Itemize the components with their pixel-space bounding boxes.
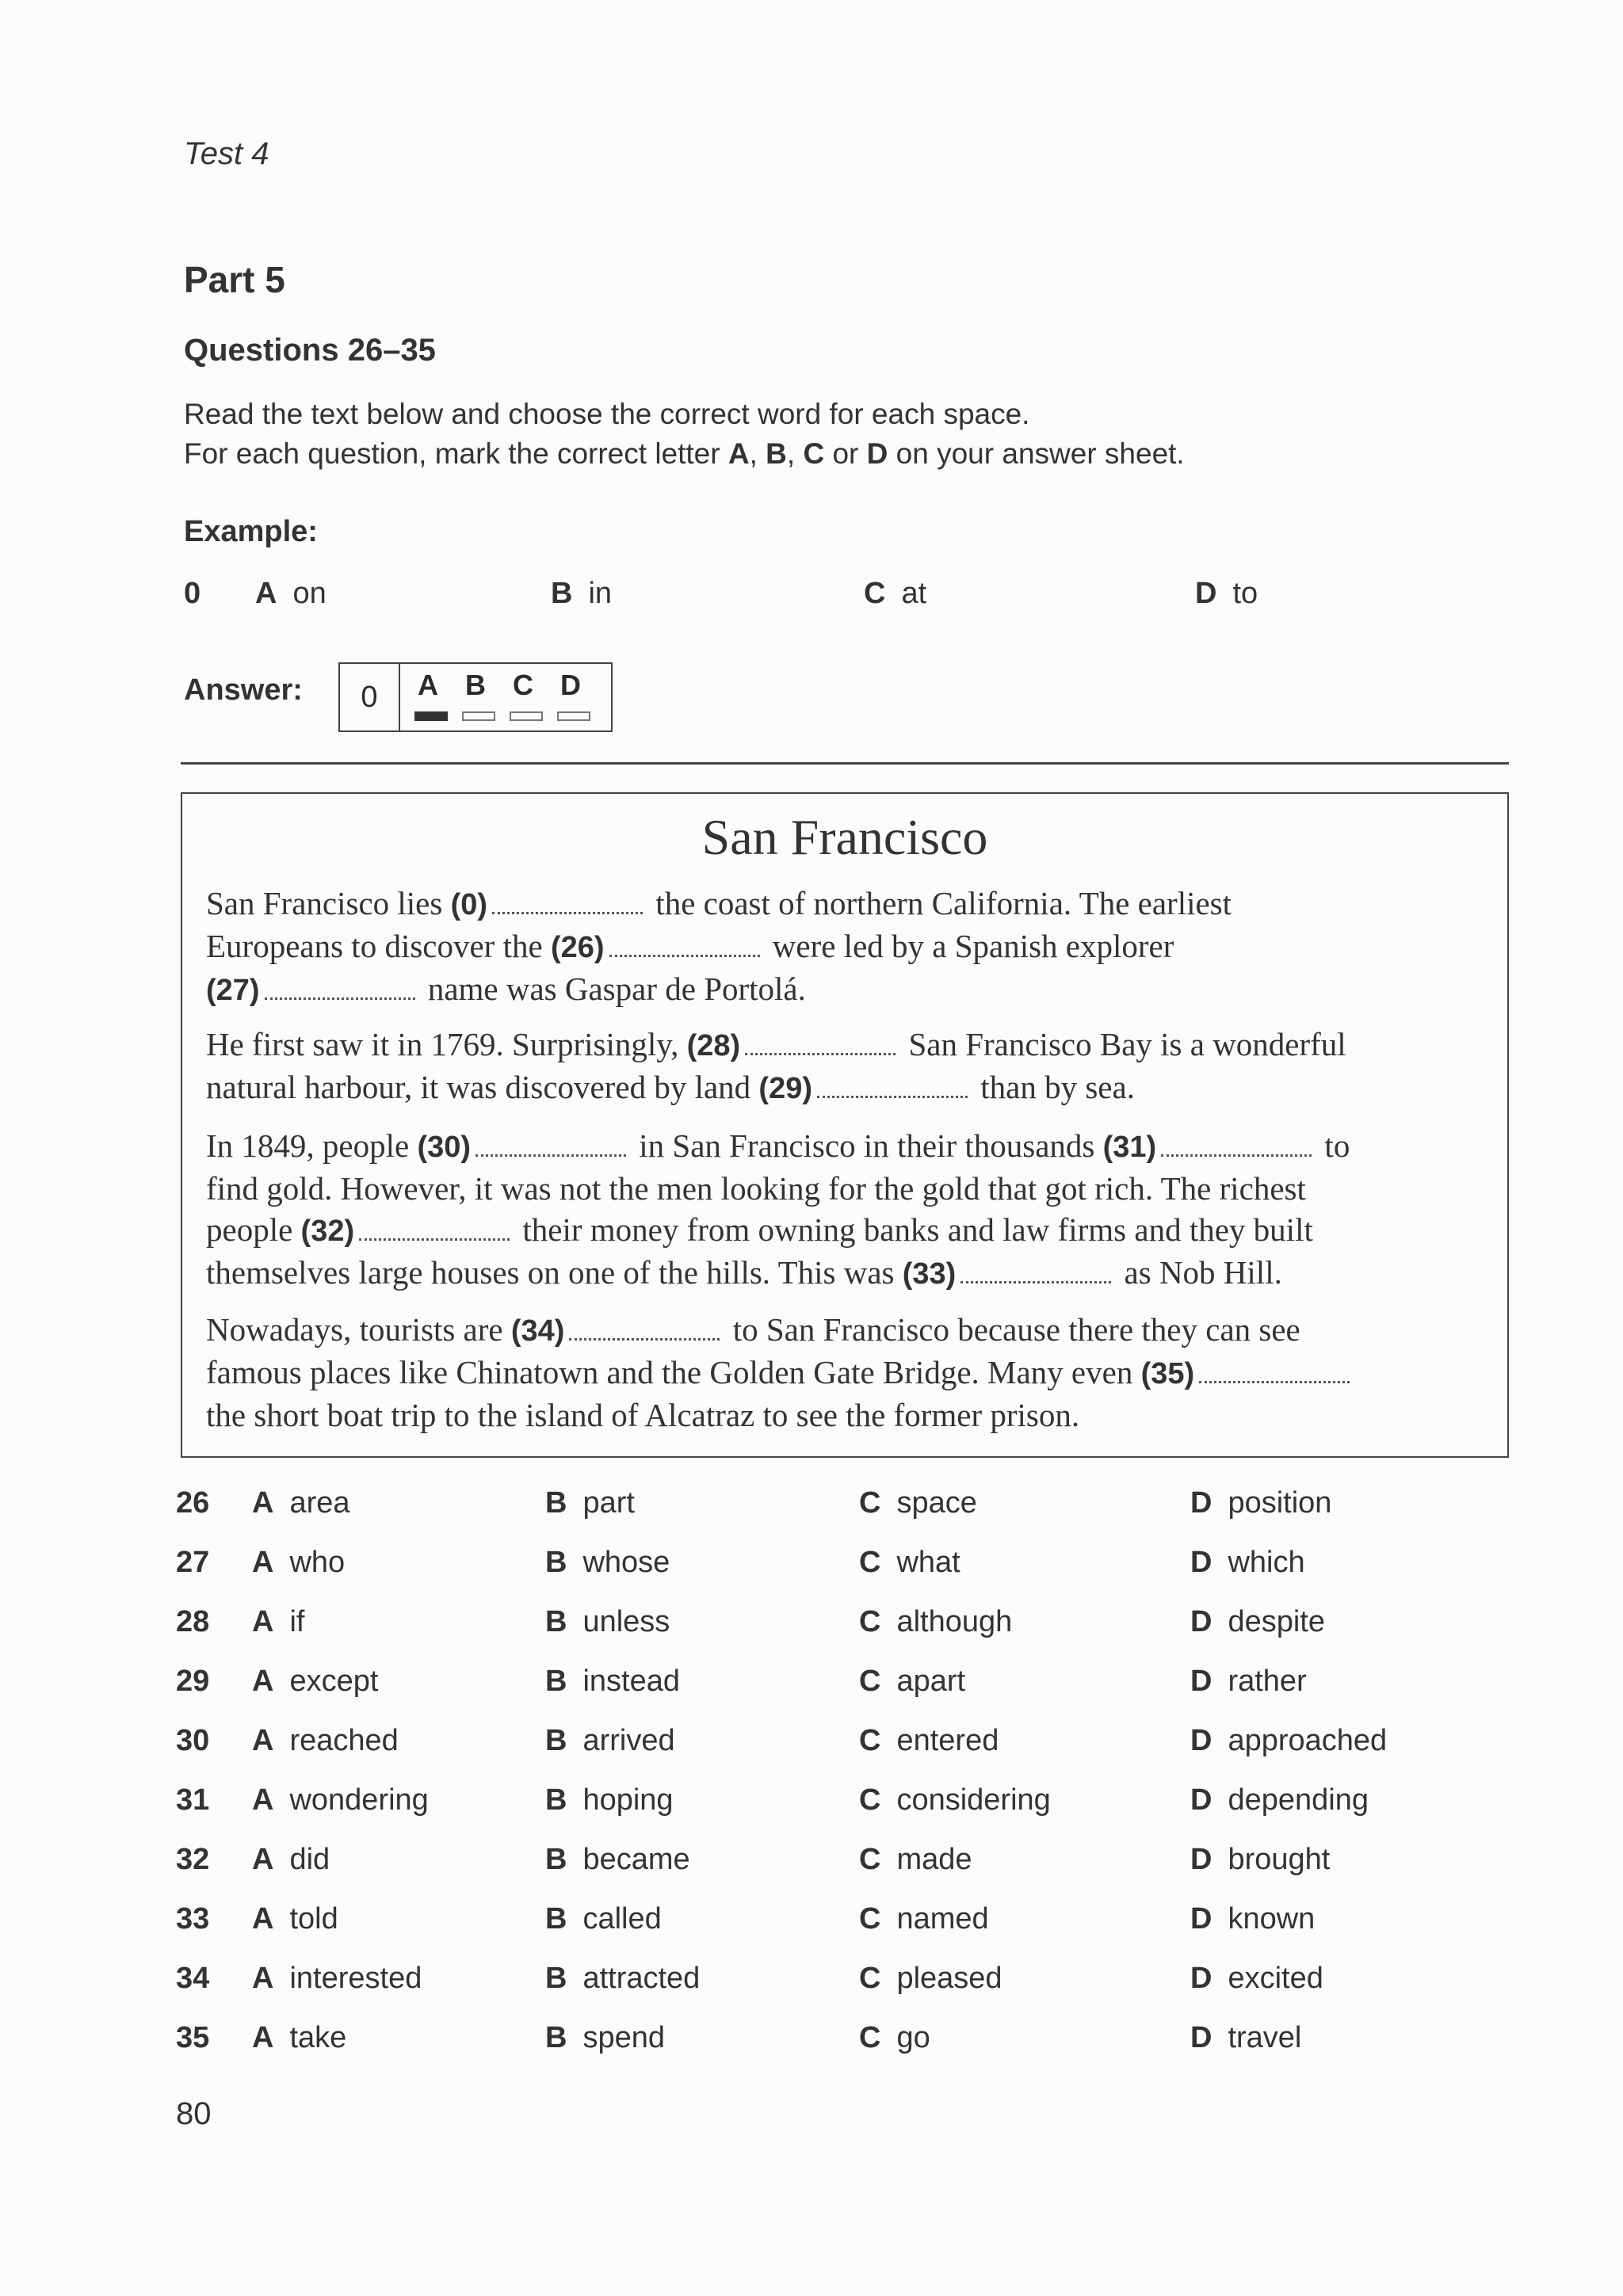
question-row-26 (0, 1486, 1623, 1526)
option-word: take (289, 2021, 347, 2054)
paragraph-4 (206, 1309, 1490, 1436)
gap-marker-35: (35) (1140, 1357, 1195, 1390)
question-number: 26 (176, 1486, 210, 1520)
gap-marker-28: (28) (686, 1029, 741, 1062)
answer-box-letters (418, 669, 608, 702)
option-word: told (289, 1902, 338, 1936)
option-word: considering (896, 1783, 1051, 1817)
question-option-b: B called (545, 1902, 662, 1936)
text-title: San Francisco (701, 809, 988, 865)
instruction-separator: , (749, 437, 766, 470)
answer-letter-c: C (513, 669, 533, 701)
test-label: Test 4 (184, 136, 269, 171)
option-letter: C (864, 577, 886, 610)
section-divider (181, 762, 1509, 765)
option-word: at (901, 577, 927, 610)
instruction-line-2 (184, 437, 1185, 471)
question-option-d: D rather (1190, 1665, 1307, 1698)
text-span: were led by a Spanish explorer (764, 928, 1174, 964)
question-number: 28 (176, 1605, 210, 1638)
text-span: in San Francisco in their thousands (631, 1127, 1103, 1164)
question-option-a: A reached (252, 1724, 399, 1757)
gap-dots (609, 944, 760, 957)
text-span: name was Gaspar de Portolá. (419, 971, 806, 1007)
option-word: approached (1228, 1724, 1388, 1757)
question-option-a: A wondering (252, 1783, 429, 1817)
gap-dots (1199, 1370, 1350, 1383)
question-row-31 (0, 1783, 1623, 1823)
option-word: spend (582, 2021, 665, 2054)
option-word: except (289, 1665, 379, 1698)
instruction-letter-b: B (766, 437, 787, 470)
part-title: Part 5 (184, 259, 285, 300)
text-span: find gold. However, it was not the men looking for the gold that got rich. The richest (206, 1170, 1306, 1207)
text-span: than by sea. (972, 1069, 1135, 1105)
instruction-separator: , (786, 437, 804, 470)
option-word: depending (1228, 1783, 1369, 1817)
instruction-text: For each question, mark the correct letter (184, 437, 728, 470)
question-option-b: B arrived (545, 1724, 675, 1757)
option-word: part (582, 1486, 635, 1520)
question-row-29 (0, 1665, 1623, 1704)
question-option-c: C space (859, 1486, 977, 1520)
example-label: Example: (184, 515, 318, 548)
gap-marker-30: (30) (417, 1131, 472, 1164)
question-option-c: C go (859, 2021, 930, 2054)
question-option-a: A did (252, 1843, 330, 1876)
option-word: named (896, 1902, 989, 1936)
gap-dots (475, 1143, 626, 1157)
instruction-or: or (824, 437, 867, 470)
question-option-b: B spend (545, 2021, 665, 2054)
instruction-letter-a: A (727, 437, 750, 470)
question-option-a: A told (252, 1902, 338, 1936)
option-word: brought (1228, 1843, 1331, 1876)
option-letter: A (255, 577, 277, 610)
option-word: became (582, 1843, 690, 1876)
reading-text-box (181, 792, 1509, 1458)
instruction-letter-d: D (866, 437, 888, 470)
question-number: 33 (176, 1902, 210, 1936)
example-option-a (255, 577, 327, 611)
gap-dots (569, 1327, 720, 1341)
question-option-d: D known (1190, 1902, 1316, 1936)
option-word: wondering (289, 1783, 429, 1817)
answer-letter-a: A (418, 669, 438, 701)
gap-dots (817, 1085, 968, 1098)
question-option-a: A area (252, 1486, 350, 1520)
question-option-b: B became (545, 1843, 690, 1876)
question-number: 29 (176, 1665, 210, 1698)
question-option-b: B hoping (545, 1783, 674, 1817)
questions-range: Questions 26–35 (184, 333, 436, 368)
text-span: San Francisco lies (206, 885, 451, 921)
gap-dots (265, 986, 415, 1000)
text-span: famous places like Chinatown and the Golden Gate Bridge. Many even (206, 1354, 1141, 1390)
question-number: 30 (176, 1724, 210, 1757)
question-number: 31 (176, 1783, 210, 1817)
question-option-c: C named (859, 1902, 989, 1936)
option-word: although (896, 1605, 1013, 1638)
question-number: 32 (176, 1843, 210, 1876)
gap-dots (359, 1227, 510, 1241)
paragraph-3 (206, 1125, 1490, 1295)
question-option-d: D despite (1190, 1605, 1325, 1638)
question-option-a: A if (252, 1605, 305, 1638)
option-word: go (896, 2021, 930, 2054)
option-word: despite (1228, 1605, 1325, 1638)
question-option-a: A who (252, 1546, 346, 1579)
instruction-text: on your answer sheet. (888, 437, 1185, 470)
answer-letter-d: D (560, 669, 581, 701)
question-option-d: D brought (1190, 1843, 1331, 1876)
question-option-c: C made (859, 1843, 972, 1876)
option-letter: D (1195, 577, 1217, 610)
question-option-d: D which (1190, 1546, 1305, 1579)
question-number: 27 (176, 1546, 210, 1579)
option-word: called (582, 1902, 662, 1936)
option-word: whose (582, 1546, 670, 1579)
gap-marker-31: (31) (1102, 1131, 1157, 1164)
example-number: 0 (184, 577, 201, 610)
example-options-row (0, 577, 1623, 616)
option-word: area (289, 1486, 350, 1520)
option-word: instead (582, 1665, 680, 1698)
gap-marker-0: (0) (450, 888, 488, 921)
option-word: did (289, 1843, 330, 1876)
text-span: themselves large houses on one of the hills. This was (206, 1254, 903, 1291)
option-word: made (896, 1843, 972, 1876)
question-option-d: D depending (1190, 1783, 1369, 1817)
text-span: He first saw it in 1769. Surprisingly, (206, 1026, 687, 1062)
gap-marker-33: (33) (902, 1257, 957, 1291)
option-word: arrived (582, 1724, 675, 1757)
paragraph-2 (206, 1024, 1490, 1109)
paragraph-1 (206, 883, 1490, 1011)
question-option-d: D approached (1190, 1724, 1388, 1757)
gap-dots (492, 901, 643, 914)
answer-bubble-a (414, 711, 448, 721)
option-word: if (289, 1605, 305, 1638)
text-span: San Francisco Bay is a wonderful (900, 1026, 1346, 1062)
answer-bubble-b (462, 711, 495, 721)
option-word: rather (1228, 1665, 1307, 1698)
question-option-c: C apart (859, 1665, 966, 1698)
gap-marker-27: (27) (206, 974, 260, 1007)
question-row-33 (0, 1902, 1623, 1942)
question-option-c: C considering (859, 1783, 1051, 1817)
option-word: to (1232, 577, 1258, 610)
page-number: 80 (176, 2096, 212, 2131)
question-number: 35 (176, 2021, 210, 2054)
option-word: who (289, 1546, 346, 1579)
gap-dots (1161, 1143, 1312, 1157)
question-row-27 (0, 1546, 1623, 1585)
option-word: attracted (582, 1962, 701, 1995)
option-letter: B (551, 577, 573, 610)
option-word: interested (289, 1962, 422, 1995)
option-word: reached (289, 1724, 399, 1757)
question-option-a: A take (252, 2021, 347, 2054)
option-word: pleased (896, 1962, 1002, 1995)
question-option-c: C although (859, 1605, 1013, 1638)
instruction-line-1: Read the text below and choose the correct word for each space. (184, 398, 1030, 430)
question-row-28 (0, 1605, 1623, 1645)
option-word: what (896, 1546, 960, 1579)
question-row-34 (0, 1962, 1623, 2001)
question-number: 34 (176, 1962, 210, 1995)
text-span: as Nob Hill. (1116, 1254, 1282, 1291)
gap-marker-32: (32) (300, 1215, 355, 1248)
option-word: excited (1228, 1962, 1323, 1995)
question-option-b: B whose (545, 1546, 670, 1579)
example-option-d (1195, 577, 1258, 611)
option-word: in (588, 577, 613, 610)
option-word: apart (896, 1665, 966, 1698)
answer-letter-b: B (465, 669, 486, 701)
gap-marker-26: (26) (550, 931, 605, 964)
question-option-c: C entered (859, 1724, 999, 1757)
text-span: Europeans to discover the (206, 928, 551, 964)
example-answer-box (338, 662, 613, 732)
question-option-d: D excited (1190, 1962, 1323, 1995)
text-span: to (1316, 1127, 1350, 1164)
answer-box-number: 0 (340, 664, 400, 730)
option-word: known (1228, 1902, 1316, 1936)
text-span: natural harbour, it was discovered by land (206, 1069, 759, 1105)
option-word: position (1228, 1486, 1332, 1520)
text-span: Nowadays, tourists are (206, 1311, 511, 1348)
example-option-b (551, 577, 612, 611)
text-span: their money from owning banks and law firms and they built (514, 1211, 1313, 1248)
option-word: space (896, 1486, 977, 1520)
option-word: travel (1228, 2021, 1302, 2054)
example-option-c (864, 577, 926, 611)
option-word: entered (896, 1724, 999, 1757)
question-option-a: A interested (252, 1962, 422, 1995)
answer-bubble-d (557, 711, 590, 721)
option-word: on (292, 577, 327, 610)
question-option-b: B unless (545, 1605, 670, 1638)
question-option-b: B part (545, 1486, 635, 1520)
text-span: people (206, 1211, 301, 1248)
answer-label: Answer: (184, 673, 303, 707)
question-option-b: B attracted (545, 1962, 701, 1995)
question-option-c: C what (859, 1546, 960, 1579)
question-row-30 (0, 1724, 1623, 1764)
question-option-d: D travel (1190, 2021, 1302, 2054)
question-option-b: B instead (545, 1665, 680, 1698)
option-word: unless (582, 1605, 670, 1638)
option-word: which (1228, 1546, 1305, 1579)
question-option-a: A except (252, 1665, 379, 1698)
text-span: the short boat trip to the island of Alcatraz to see the former prison. (206, 1397, 1080, 1433)
instruction-letter-c: C (803, 437, 825, 470)
question-option-c: C pleased (859, 1962, 1002, 1995)
text-span: to San Francisco because there they can see (724, 1311, 1300, 1348)
text-span: the coast of northern California. The earliest (647, 885, 1232, 921)
option-word: hoping (582, 1783, 674, 1817)
question-row-32 (0, 1843, 1623, 1882)
question-row-35 (0, 2021, 1623, 2061)
answer-bubble-c (510, 711, 543, 721)
gap-marker-29: (29) (758, 1072, 812, 1105)
question-option-d: D position (1190, 1486, 1332, 1520)
gap-dots (745, 1042, 896, 1055)
text-span: In 1849, people (206, 1127, 418, 1164)
gap-marker-34: (34) (510, 1314, 565, 1348)
gap-dots (960, 1270, 1111, 1283)
